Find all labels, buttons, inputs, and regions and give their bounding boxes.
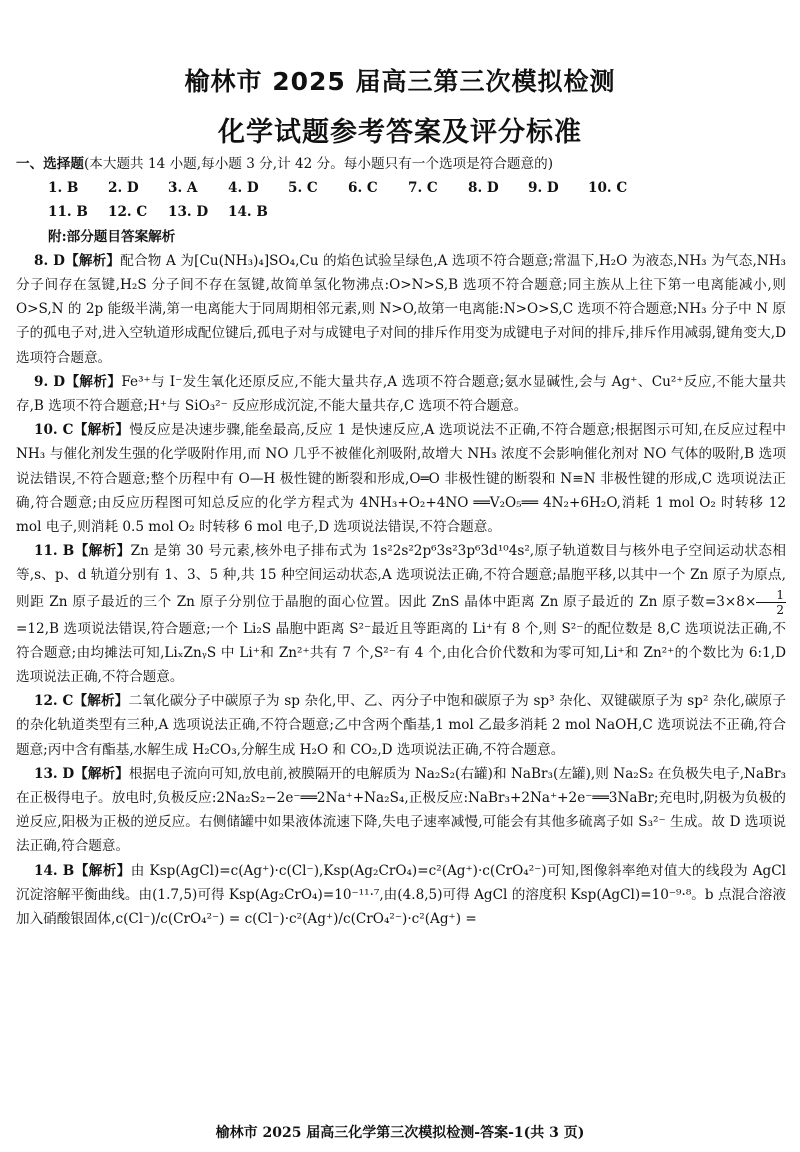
question-number: 9. D【解析】 [34,373,122,390]
section-heading [16,152,786,176]
explanation-q12 [16,689,786,762]
fraction-denominator: 2 [776,602,784,617]
answer-row-1 [16,176,786,200]
section-note: (本大题共 14 小题,每小题 3 分,计 42 分。每小题只有一个选项是符合题意的) [83,156,554,172]
question-number: 11. B【解析】 [34,543,131,560]
answer-item: 2. D [108,180,139,197]
section-title: 一、选择题 [16,156,84,172]
document-body [16,152,786,931]
question-number: 8. D【解析】 [34,252,121,269]
explanation-q9 [16,370,786,418]
explanation-q8 [16,249,786,370]
fraction-numerator: 1 [756,588,786,603]
fraction [756,588,786,617]
explanation-text: 根据电子流向可知,放电前,被膜隔开的电解质为 Na₂S₂(右罐)和 NaBr₃(左罐),则 Na₂S₂ 在负极失电子,NaBr₃ 在正极得电子。放电时,负极反应:2Na₂S₂−2e⁻══2Na⁺+Na₂S₄,正极反应:NaBr₃+2Na⁺+2e⁻══3NaBr;充电时,阴极为负极的逆反应,阳极为正极的逆反应。右侧储罐中如果液体流速下降,失电子速率减慢,可能会有其他多硫离子如 S₃²⁻ 生成。故 D 选项说法正确,符合题意。 [16,765,786,855]
answer-item: 7. C [408,180,438,197]
question-number: 10. C【解析】 [34,422,130,439]
explanation-text: =12,B 选项说法错误,符合题意;一个 Li₂S 晶胞中距离 S²⁻最近且等距离的 Li⁺有 8 个,则 S²⁻的配位数是 8,C 选项说法正确,不符合题意;由均摊法可知,LiₓZnᵧS 中 Li⁺和 Zn²⁺共有 7 个,S²⁻有 4 个,由化合价代数和为零可知,Li⁺和 Zn²⁺的个数比为 6:1,D 选项说法正确,不符合题意。 [16,620,786,686]
answer-item: 5. C [288,180,318,197]
document-title: 榆林市 2025 届高三第三次模拟检测 [184,67,616,96]
answer-item: 9. D [528,180,559,197]
explanation-text: Fe³⁺与 I⁻发生氧化还原反应,不能大量共存,A 选项不符合题意;氨水显碱性,会与 Ag⁺、Cu²⁺反应,不能大量共存,B 选项不符合题意;H⁺与 SiO₃²⁻ 反应形成沉淀,不能大量共存,C 选项不符合题意。 [16,373,786,415]
appendix-heading: 附:部分题目答案解析 [48,228,176,245]
explanation-q14 [16,859,786,932]
explanation-q11 [16,539,786,689]
explanation-q13 [16,762,786,859]
question-number: 13. D【解析】 [34,765,129,782]
answer-item: 14. B [228,204,268,221]
answer-item: 4. D [228,180,259,197]
answer-item: 1. B [48,180,79,197]
question-number: 14. B【解析】 [34,862,131,879]
answer-item: 12. C [108,204,148,221]
page-footer: 榆林市 2025 届高三化学第三次模拟检测-答案-1(共 3 页) [215,1125,585,1141]
explanation-text: 配合物 A 为[Cu(NH₃)₄]SO₄,Cu 的焰色试验呈绿色,A 选项不符合题意;常温下,H₂O 为液态,NH₃ 为气态,NH₃ 分子间存在氢键,H₂S 分子间不存在氢键,故简单氢化物沸点:O>N>S,B 选项不符合题意;同主族从上往下第一电离能减小,则 O>S,N 的 2p 能级半满,第一电离能大于同周期相邻元素,则 N>O,故第一电离能:N>O>S,C 选项不符合题意;NH₃ 分子中 N 原子的孤电子对,进入空轨道形成配位键后,孤电子对与成键电子对间的排斥作用变为成键电子对间的排斥,排斥作用减弱,键角变大,D 选项符合题意。 [16,252,786,366]
explanation-text: 由 Ksp(AgCl)=c(Ag⁺)·c(Cl⁻),Ksp(Ag₂CrO₄)=c²(Ag⁺)·c(CrO₄²⁻)可知,图像斜率绝对值大的线段为 AgCl 沉淀溶解平衡曲线。由(1.7,5)可得 Ksp(Ag₂CrO₄)=10⁻¹¹·⁷,由(4.8,5)可得 AgCl 的溶度积 Ksp(AgCl)=10⁻⁹·⁸。b 点混合溶液加入硝酸银固体,c(Cl⁻)/c(CrO₄²⁻) = c(Cl⁻)·c²(Ag⁺)/c(CrO₄²⁻)·c²(Ag⁺) = [16,862,787,928]
question-number: 12. C【解析】 [34,693,129,710]
document-subtitle: 化学试题参考答案及评分标准 [218,117,582,148]
answer-item: 10. C [588,180,628,197]
answer-item: 3. A [168,180,198,197]
answer-item: 8. D [468,180,499,197]
answer-row-2 [16,200,786,224]
explanation-text: 二氧化碳分子中碳原子为 sp 杂化,甲、乙、丙分子中饱和碳原子为 sp³ 杂化、双键碳原子为 sp² 杂化,碳原子的杂化轨道类型有三种,A 选项说法正确,不符合题意;乙中含两个酯基,1 mol 乙最多消耗 2 mol NaOH,C 选项说法不正确,符合题意;丙中含有酯基,水解生成 H₂CO₃,分解生成 H₂O 和 CO₂,D 选项说法正确,不符合题意。 [16,693,786,758]
answer-item: 13. D [168,204,209,221]
answer-item: 6. C [348,180,378,197]
explanation-q10 [16,418,786,539]
explanation-text: Zn 是第 30 号元素,核外电子排布式为 1s²2s²2p⁶3s²3p⁶3d¹⁰4s²,原子轨道数目与核外电子空间运动状态相等,s、p、d 轨道分别有 1、3、5 种,共 15 种空间运动状态,A 选项说法正确,不符合题意;晶胞平移,以其中一个 Zn 原子为原点,则距 Zn 原子最近的三个 Zn 原子分别位于晶胞的面心位置。因此 ZnS 晶体中距离 Zn 原子最近的 Zn 原子数=3×8× [16,543,787,610]
answer-item: 11. B [48,204,88,221]
explanation-text: 慢反应是决速步骤,能垒最高,反应 1 是快速反应,A 选项说法不正确,不符合题意;根据图示可知,在反应过程中 NH₃ 与催化剂发生强的化学吸附作用,而 NO 几乎不被催化剂吸附,故增大 NH₃ 浓度不会影响催化剂对 NO 气体的吸附,B 选项说法错误,不符合题意;整个历程中有 O—H 极性键的断裂和形成,O═O 非极性键的断裂和 N≡N 非极性键的形成,C 选项说法正确,符合题意;由反应历程图可知总反应的化学方程式为 4NH₃+O₂+4NO ══V₂O₅══ 4N₂+6H₂O,消耗 1 mol O₂ 时转移 12 mol 电子,则消耗 0.5 mol O₂ 时转移 6 mol 电子,D 选项说法错误,不符合题意。 [16,422,786,536]
